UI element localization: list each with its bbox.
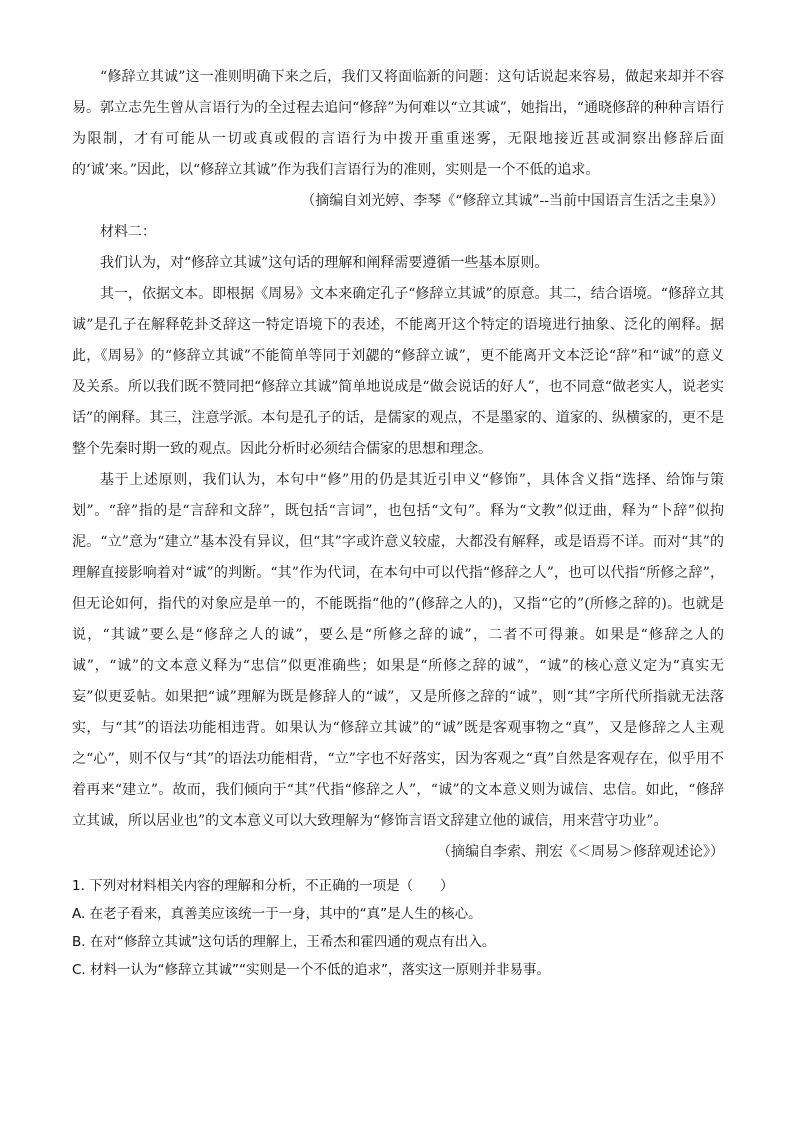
question-option-c: C. 材料一认为“修辞立其诚”“实则是一个不低的追求”，落实这一原则并非易事。 — [72, 962, 550, 978]
material2-paragraph-3: 基于上述原则，我们认为，本句中“修”用的仍是其近引申义“修饰”，具体含义指“选择、给饰与策划”。“辞”指的是“言辞和文辞”，既包括“言词”，也包括“文句”。释为“文教”似迂曲，释为“卜辞”似拘泥。“立”意为“建立”基本没有异议，但“其”字或许意义较虚，大都没有解释，或是语焉不详。而对“其”的理解直接影响着对“诚”的判断。“其”作为代词，在本句中可以代指“修辞之人”，也可以代指“所修之辞”，但无论如何，指代的对象应是单一的，不能既指“他的”(修辞之人的)，又指“它的”(所修之辞的)。也就是说，“其诚”要么是“修辞之人的诚”，要么是“所修之辞的诚”，二者不可得兼。如果是“修辞之人的诚”，“诚”的文本意义释为“忠信”似更准确些；如果是“所修之辞的诚”，“诚”的核心意义定为“真实无妄”似更妥帖。如果把“诚”理解为既是修辞人的“诚”，又是所修之辞的“诚”，则“其”字所代所指就无法落实，与“其”的语法功能相违背。如果认为“修辞立其诚”的“诚”既是客观事物之“真”，又是修辞之人主观之“心”，则不仅与“其”的语法功能相背，“立”字也不好落实，因为客观之“真”自然是客观存在，似乎用不着再来“建立”。故而，我们倾向于“其”代指“修辞之人”，“诚”的文本意义则为诚信、忠信。如此，“修辞立其诚，所以居业也”的文本意义可以大致理解为“修饰言语文辞建立他的诚信，用来营守功业”。 — [72, 472, 724, 829]
material1-source: （摘编自刘光婷、李琴《“修辞立其诚”--当前中国语言生活之圭臬》） — [301, 193, 724, 209]
material2-heading: 材料二： — [100, 224, 156, 240]
question-option-a: A. 在老子看来，真善美应该统一于一身，其中的“真”是人生的核心。 — [72, 906, 482, 922]
material2-source: （摘编自李索、荆宏《＜周易＞修辞观述论》） — [437, 844, 724, 860]
material2-paragraph-1: 我们认为，对“修辞立其诚”这句话的理解和阐释需要遵循一些基本原则。 — [100, 255, 549, 271]
question-option-b: B. 在对“修辞立其诚”这句话的理解上，王希杰和霍四通的观点有出入。 — [72, 934, 496, 950]
question-stem: 1. 下列对材料相关内容的理解和分析，不正确的一项是（ ） — [72, 878, 454, 894]
material2-paragraph-2: 其一，依据文本。即根据《周易》文本来确定孔子“修辞立其诚”的原意。其二，结合语境。“修辞立其诚”是孔子在解释乾卦爻辞这一特定语境下的表述，不能离开这个特定的语境进行抽象、泛化的阐释。据此，《周易》的“修辞立其诚”不能简单等同于刘勰的“修辞立诚”，更不能离开文本泛论“辞”和“诚”的意义及关系。所以我们既不赞同把“修辞立其诚”简单地说成是“做会说话的好人”，也不同意“做老实人，说老实话”的阐释。其三，注意学派。本句是孔子的话，是儒家的观点，不是墨家的、道家的、纵横家的，更不是整个先秦时期一致的观点。因此分析时必须结合儒家的思想和理念。 — [72, 286, 724, 457]
material1-paragraph: “修辞立其诚”这一准则明确下来之后，我们又将面临新的问题：这句话说起来容易，做起来却并不容易。郭立志先生曾从言语行为的全过程去追问“修辞”为何难以“立其诚”，她指出，“通晓修辞的种种言语行为限制，才有可能从一切或真或假的言语行为中拨开重重迷雾，无限地接近甚或洞察出修辞后面的‘诚’来。”因此，以“修辞立其诚”作为我们言语行为的准则，实则是一个不低的追求。 — [72, 69, 724, 178]
document-body — [72, 62, 724, 984]
